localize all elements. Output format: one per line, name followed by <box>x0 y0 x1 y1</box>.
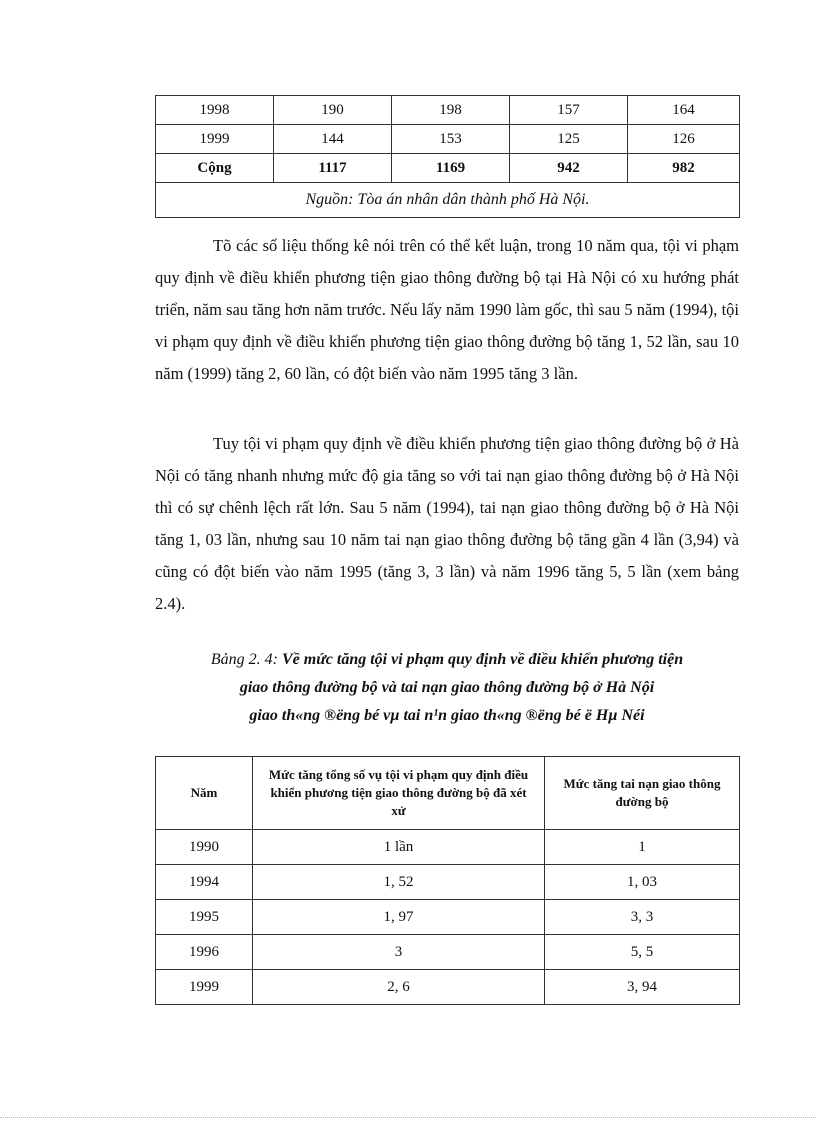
growth-rate-table <box>155 756 740 1005</box>
statistics-table-continued <box>155 95 740 218</box>
table-cell: 144 <box>274 125 392 154</box>
caption-colon: : <box>272 651 282 668</box>
table-cell: 2, 6 <box>253 970 545 1005</box>
total-label: Cộng <box>156 154 274 183</box>
table-cell: 1995 <box>156 900 253 935</box>
table-row <box>156 830 740 865</box>
table-caption <box>155 646 739 730</box>
table-cell: 3 <box>253 935 545 970</box>
header-year: Năm <box>156 757 253 830</box>
table-cell: 3, 3 <box>545 900 740 935</box>
total-row <box>156 154 740 183</box>
table-cell: 125 <box>510 125 628 154</box>
table-cell: 1 lần <box>253 830 545 865</box>
table-row <box>156 935 740 970</box>
table-row <box>156 125 740 154</box>
total-cell: 942 <box>510 154 628 183</box>
table-cell: 1994 <box>156 865 253 900</box>
table-cell: 3, 94 <box>545 970 740 1005</box>
table-cell: 1999 <box>156 970 253 1005</box>
paragraph-text: Tuy tội vi phạm quy định về điều khiển phương tiện giao thông đường bộ ở Hà Nội có tăng nhanh nhưng mức độ gia tăng so với tai nạn giao thông đường bộ ở Hà Nội thì có sự chênh lệch rất lớn. Sau 5 năm (1994), tai nạn giao thông đường bộ ở Hà Nội tăng 1, 03 lần, nhưng sau 10 năm tai nạn giao thông đường bộ tăng gần 4 lần (3,94) và cũng có đột biến vào năm 1995 (tăng 3, 3 lần) và năm 1996 tăng 5, 5 lần (xem bảng 2.4). <box>155 434 739 613</box>
table-cell: 1990 <box>156 830 253 865</box>
header-accident-growth: Mức tăng tai nạn giao thông đường bộ <box>545 757 740 830</box>
table-cell: 1996 <box>156 935 253 970</box>
page-bottom-divider <box>0 1117 816 1118</box>
caption-title-line-3: giao th«ng ®ëng bé vµ tai n¹n giao th«ng ®ëng bé ë Hµ Néi <box>249 707 645 724</box>
caption-label: Bảng 2. 4 <box>210 651 273 668</box>
table-row <box>156 865 740 900</box>
paragraph-text: Tõ các số liệu thống kê nói trên có thể kết luận, trong 10 năm qua, tội vi phạm quy định về điều khiển phương tiện giao thông đường bộ tại Hà Nội có xu hướng phát triển, năm sau tăng hơn năm trước. Nếu lấy năm 1990 làm gốc, thì sau 5 năm (1994), tội vi phạm quy định về điều khiển phương tiện giao thông đường bộ tăng 1, 52 lần, sau 10 năm (1999) tăng 2, 60 lần, có đột biến vào năm 1995 tăng 3 lần. <box>155 236 739 383</box>
table-cell: 198 <box>392 96 510 125</box>
total-cell: 982 <box>628 154 740 183</box>
paragraph-2 <box>155 428 739 620</box>
caption-title-line-1: Về mức tăng tội vi phạm quy định về điều khiển phương tiện <box>281 651 684 668</box>
table-cell: 1 <box>545 830 740 865</box>
table-cell: 5, 5 <box>545 935 740 970</box>
table-cell: 1, 03 <box>545 865 740 900</box>
table-cell: 1, 52 <box>253 865 545 900</box>
total-cell: 1169 <box>392 154 510 183</box>
table-cell: 126 <box>628 125 740 154</box>
source-row <box>156 183 740 218</box>
header-offense-growth: Mức tăng tổng số vụ tội vi phạm quy định điều khiển phương tiện giao thông đường bộ đã xét xử <box>253 757 545 830</box>
table-cell: 1999 <box>156 125 274 154</box>
table-row <box>156 970 740 1005</box>
table-cell: 190 <box>274 96 392 125</box>
table-source: Nguồn: Tòa án nhân dân thành phố Hà Nội. <box>156 183 740 218</box>
total-cell: 1117 <box>274 154 392 183</box>
table-row <box>156 900 740 935</box>
table-header-row <box>156 757 740 830</box>
caption-title-line-2: giao thông đường bộ và tai nạn giao thông đường bộ ở Hà Nội <box>239 679 655 696</box>
table-cell: 153 <box>392 125 510 154</box>
table-cell: 164 <box>628 96 740 125</box>
caption-line-1 <box>155 646 739 674</box>
paragraph-1 <box>155 230 739 390</box>
table-cell: 1998 <box>156 96 274 125</box>
table-cell: 1, 97 <box>253 900 545 935</box>
table-cell: 157 <box>510 96 628 125</box>
table-row <box>156 96 740 125</box>
